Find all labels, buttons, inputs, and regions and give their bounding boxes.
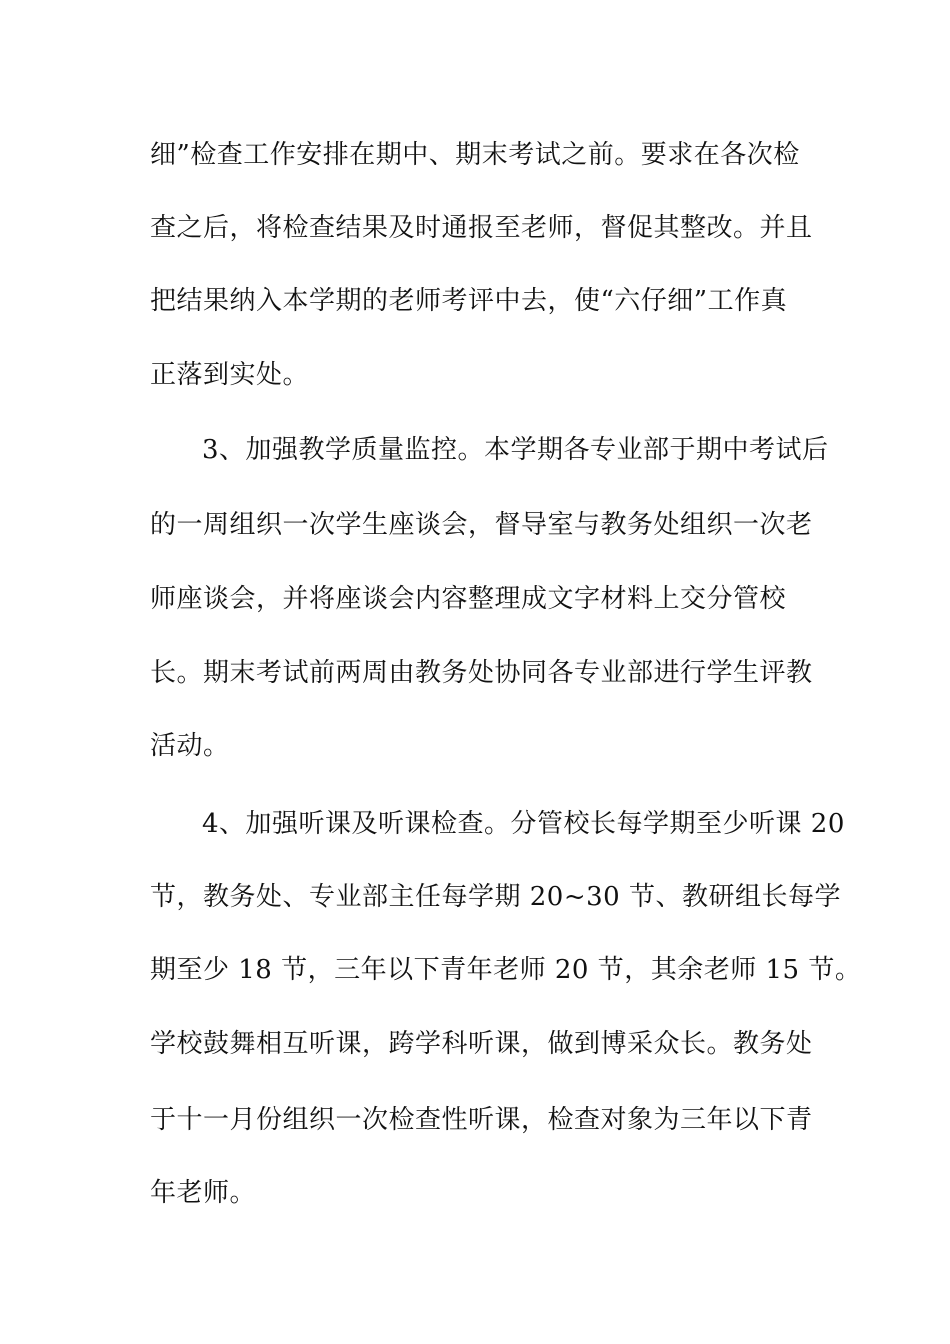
paragraph-3-first-line: 3、加强教学质量监控。本学期各专业部于期中考试后 [202,435,829,465]
text-line: 节，教务处、专业部主任每学期 20~30 节、教研组长每学 [150,882,841,912]
paragraph-4-first-line: 4、加强听课及听课检查。分管校长每学期至少听课 20 [202,809,845,839]
text-line: 正落到实处。 [150,360,310,390]
text-line: 师座谈会，并将座谈会内容整理成文字材料上交分管校 [150,584,787,614]
text-line: 学校鼓舞相互听课，跨学科听课，做到博采众长。教务处 [150,1029,813,1059]
text-line: 年老师。 [150,1178,257,1208]
text-line: 期至少 18 节，三年以下青年老师 20 节，其余老师 15 节。 [150,955,862,985]
text-line: 于十一月份组织一次检查性听课，检查对象为三年以下青 [150,1105,813,1135]
text-line: 查之后，将检查结果及时通报至老师，督促其整改。并且 [150,213,813,243]
text-line: 活动。 [150,731,230,761]
text-line: 把结果纳入本学期的老师考评中去，使“六仔细”工作真 [150,286,788,316]
text-line: 细”检查工作安排在期中、期末考试之前。要求在各次检 [150,140,800,170]
text-line: 的一周组织一次学生座谈会，督导室与教务处组织一次老 [150,510,813,540]
text-line: 长。期末考试前两周由教务处协同各专业部进行学生评教 [150,658,813,688]
